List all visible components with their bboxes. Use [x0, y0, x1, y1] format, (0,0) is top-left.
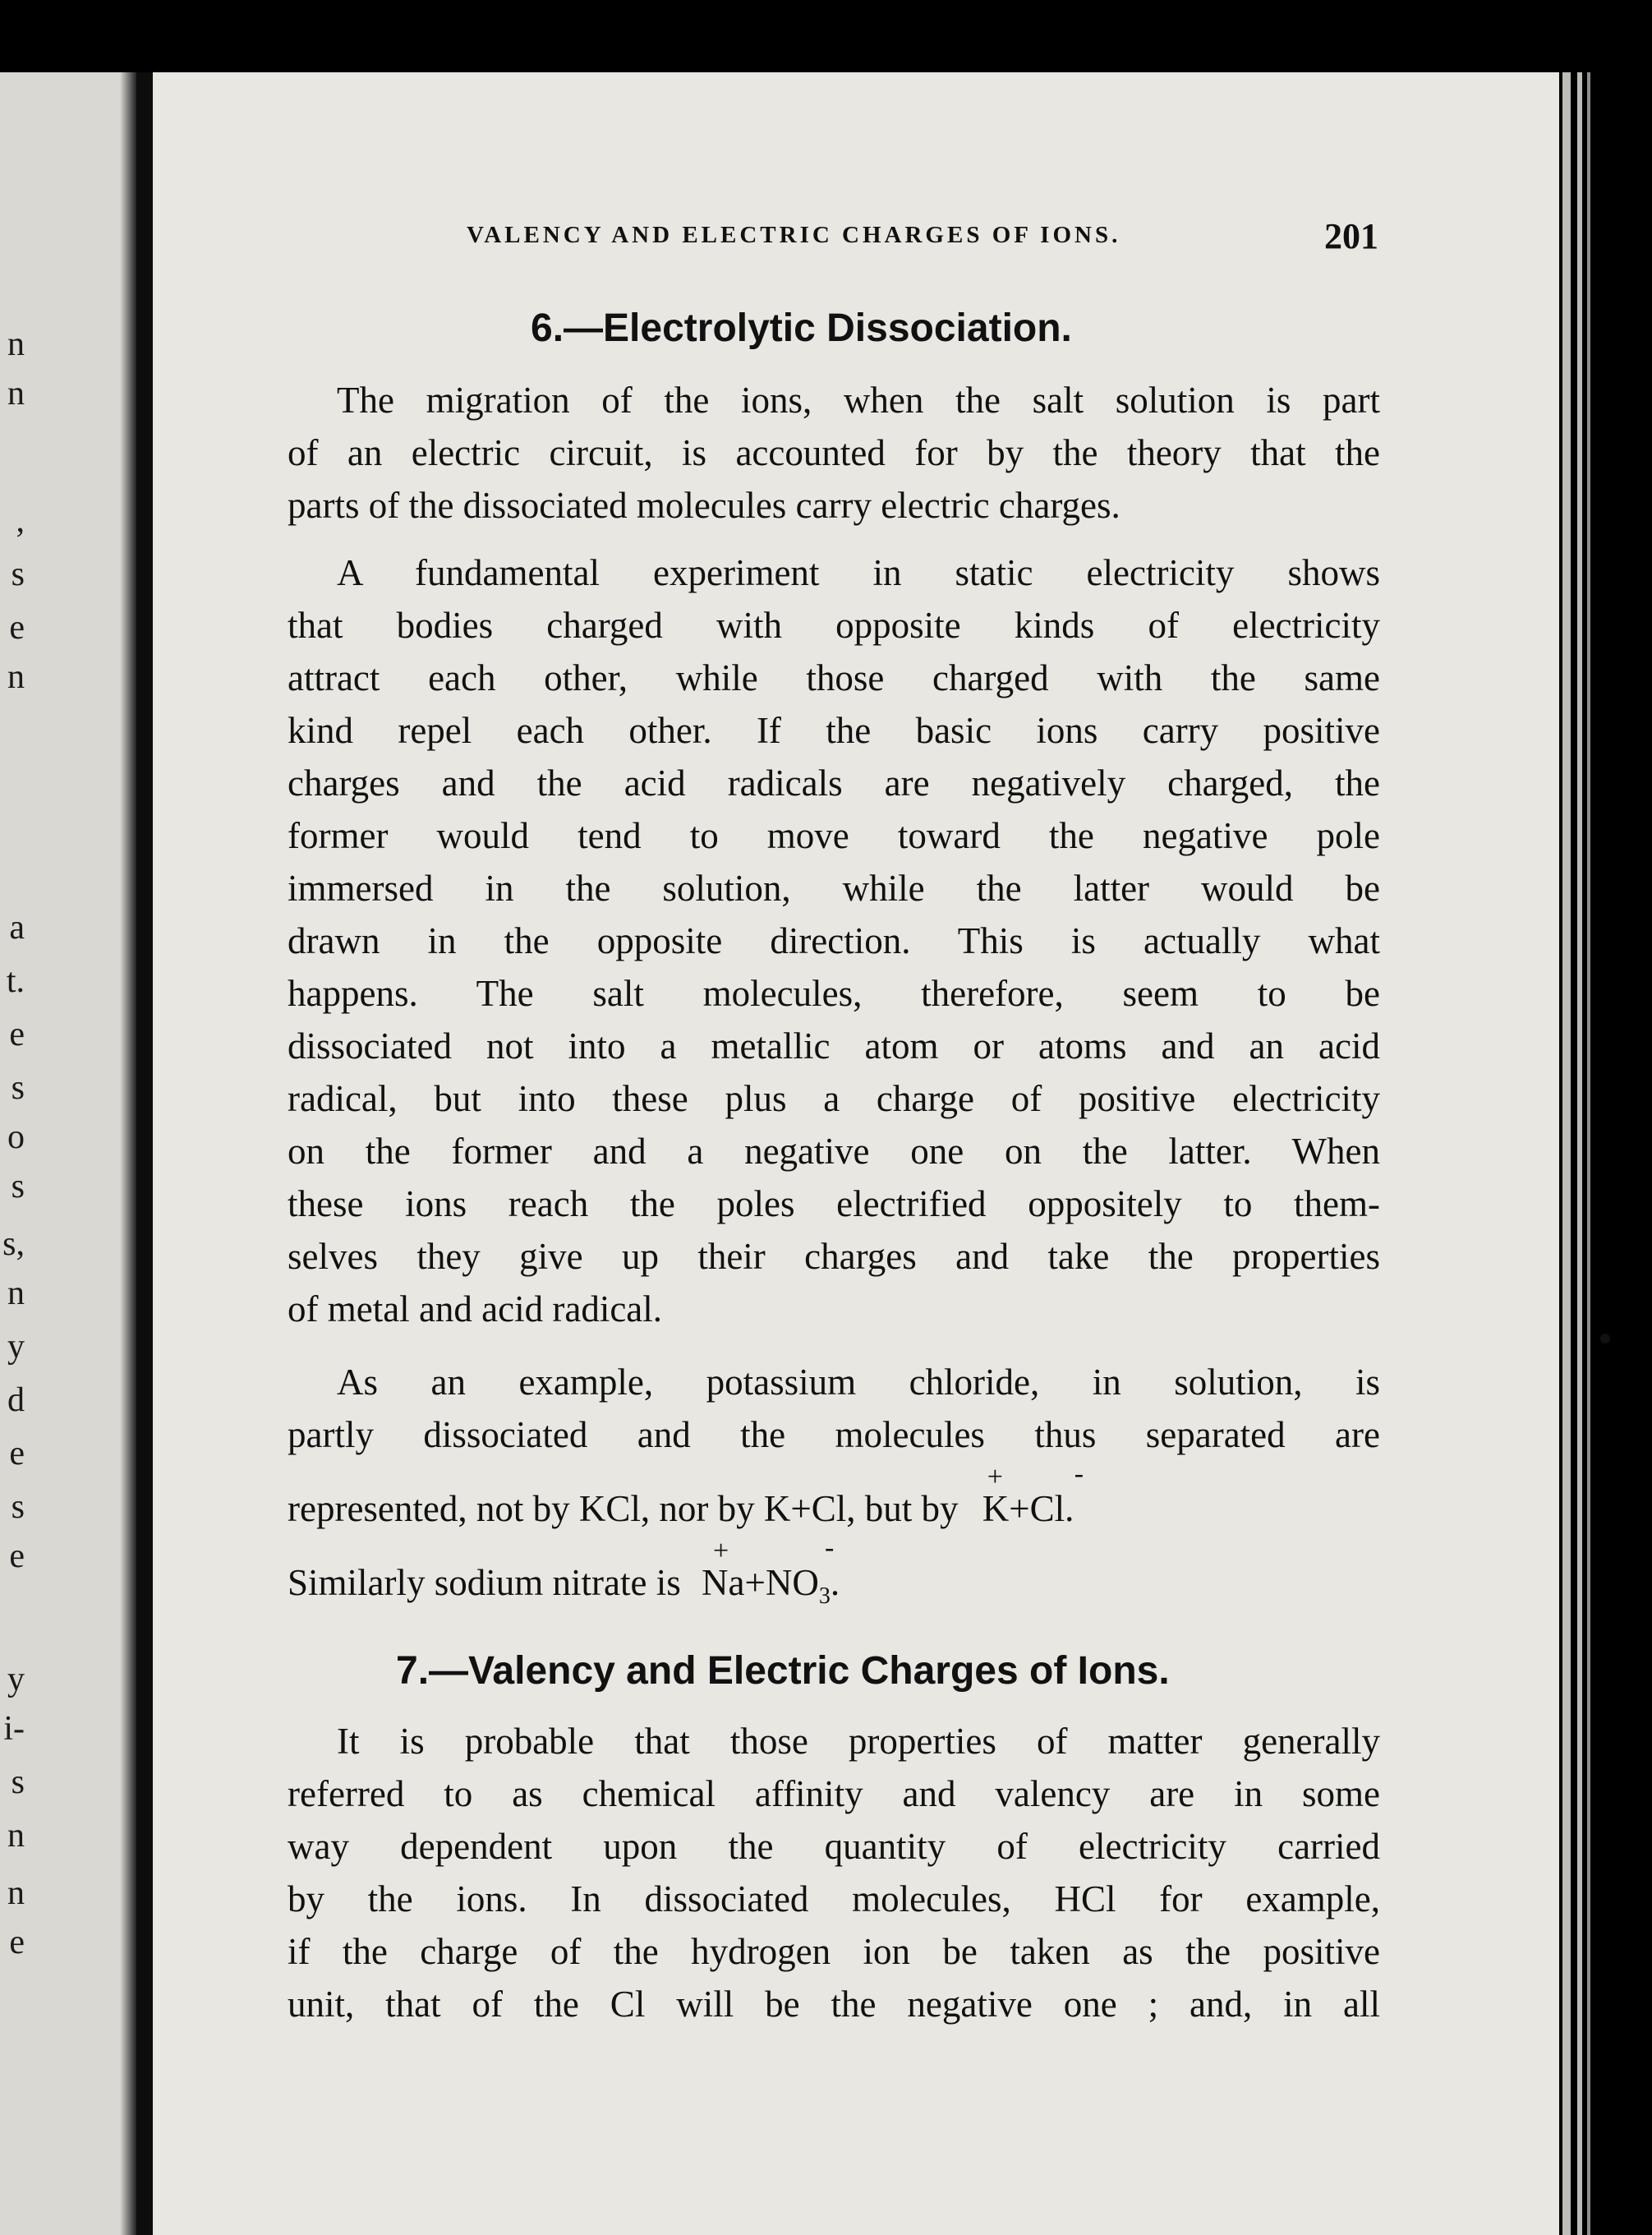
paragraph-line: referred to as chemical affinity and valency are in some [288, 1773, 1380, 1814]
left-page-fragment: n [7, 1874, 25, 1912]
paragraph-line: happens. The salt molecules, therefore, seem to be [288, 973, 1380, 1014]
left-page-fragment: o [7, 1118, 25, 1156]
left-page-fragment: s [11, 1763, 25, 1801]
left-page-fragment: s [11, 555, 25, 593]
left-page-fragment: y [7, 1661, 25, 1698]
left-page-fragment: s, [2, 1225, 25, 1263]
plus-charge: + [712, 1536, 729, 1566]
paragraph-line: radical, but into these plus a charge of positive electricity [288, 1078, 1380, 1119]
margin-dot [1600, 1334, 1610, 1343]
minus-charge: - [1074, 1459, 1084, 1489]
paragraph-line: dissociated not into a metallic atom or atoms and an acid [288, 1025, 1380, 1067]
left-page-fragment: n [7, 1274, 25, 1312]
section-6-paragraph-3 [288, 1356, 1380, 1609]
formula-line-nano3 [288, 1532, 1380, 1609]
left-page-fragment: s [11, 1069, 25, 1107]
ionic-formula-kcl [982, 1459, 1084, 1529]
ionic-formula-nano3 [701, 1532, 840, 1609]
scan-right-border [1559, 72, 1652, 2235]
left-page-fragment: e [9, 1435, 25, 1472]
section-7-paragraph-1 [288, 1715, 1380, 2030]
left-page-fragment: , [16, 502, 25, 540]
section-6-paragraph-2 [288, 546, 1380, 1335]
left-page-fragment: s [11, 1168, 25, 1205]
plus-charge: + [987, 1462, 1003, 1492]
paragraph-line: of an electric circuit, is accounted for by the theory that the [288, 432, 1380, 473]
left-page-fragment: n [7, 658, 25, 696]
paragraph-line: on the former and a negative one on the latter. When [288, 1131, 1380, 1172]
left-page-fragment: d [7, 1381, 25, 1419]
left-page-fragment: e [9, 609, 25, 647]
section-6-paragraph-1 [288, 374, 1380, 532]
paragraph-line: The migration of the ions, when the salt solution is part [337, 380, 1380, 421]
left-page-fragment: n [7, 325, 25, 363]
left-page-fragment: n [7, 1817, 25, 1855]
section-7-heading: 7.—Valency and Electric Charges of Ions. [396, 1649, 1170, 1693]
paragraph-line: of metal and acid radical. [288, 1288, 663, 1329]
left-page-fragment: n [7, 375, 25, 412]
left-page-edge-shadow [120, 72, 138, 2235]
paragraph-line-text: Similarly sodium nitrate is [288, 1562, 681, 1603]
paragraph-line: drawn in the opposite direction. This is actually what [288, 920, 1380, 961]
left-page-fragment: t. [6, 962, 25, 1000]
formula-subscript: 3 [818, 1583, 831, 1609]
left-page-fragment: y [7, 1328, 25, 1366]
left-page-fragment: e [9, 1016, 25, 1053]
formula-line-kcl [288, 1459, 1380, 1535]
paragraph-line: A fundamental experiment in static electricity shows [337, 552, 1380, 593]
paragraph-line: if the charge of the hydrogen ion be taken as the positive [288, 1931, 1380, 1972]
paragraph-line: by the ions. In dissociated molecules, HCl for example, [288, 1878, 1380, 1919]
left-page-fragment: e [9, 1537, 25, 1575]
page-number: 201 [1324, 216, 1378, 256]
left-page-fragment: e [9, 1924, 25, 1961]
left-page-fragment: a [9, 909, 25, 947]
book-gutter [136, 72, 154, 2235]
running-header [467, 215, 1378, 265]
formula-end: . [830, 1562, 840, 1603]
paragraph-line: kind repel each other. If the basic ions carry positive [288, 710, 1380, 751]
facing-left-page [0, 72, 138, 2235]
paragraph-line: immersed in the solution, while the latter would be [288, 868, 1380, 909]
paragraph-line: way dependent upon the quantity of electricity carried [288, 1826, 1380, 1867]
section-6-heading: 6.—Electrolytic Dissociation. [531, 306, 1072, 350]
paragraph-line: charges and the acid radicals are negatively charged, the [288, 763, 1380, 804]
scan-top-border [0, 0, 1652, 79]
paragraph-line: parts of the dissociated molecules carry electric charges. [288, 485, 1121, 526]
paragraph-line: partly dissociated and the molecules thus separated are [288, 1414, 1380, 1455]
paragraph-line: It is probable that those properties of matter generally [337, 1721, 1380, 1762]
formula-text: Na+NO [701, 1562, 819, 1603]
paragraph-line: selves they give up their charges and take the properties [288, 1236, 1380, 1277]
paragraph-line: As an example, potassium chloride, in solution, is [337, 1362, 1380, 1403]
paragraph-line: that bodies charged with opposite kinds of electricity [288, 605, 1380, 646]
paragraph-line: unit, that of the Cl will be the negative one ; and, in all [288, 1984, 1380, 2025]
paragraph-line-text: represented, not by KCl, nor by K+Cl, but by [288, 1488, 959, 1529]
left-page-fragment: s [11, 1488, 25, 1526]
paragraph-line: attract each other, while those charged with the same [288, 657, 1380, 698]
running-header-title: VALENCY AND ELECTRIC CHARGES OF IONS. [467, 222, 1121, 248]
formula-text: K+Cl. [982, 1488, 1074, 1529]
paragraph-line: these ions reach the poles electrified oppositely to them- [288, 1183, 1380, 1224]
minus-charge: - [824, 1532, 835, 1563]
left-page-fragment: i- [3, 1710, 25, 1748]
paragraph-line: former would tend to move toward the negative pole [288, 815, 1380, 856]
